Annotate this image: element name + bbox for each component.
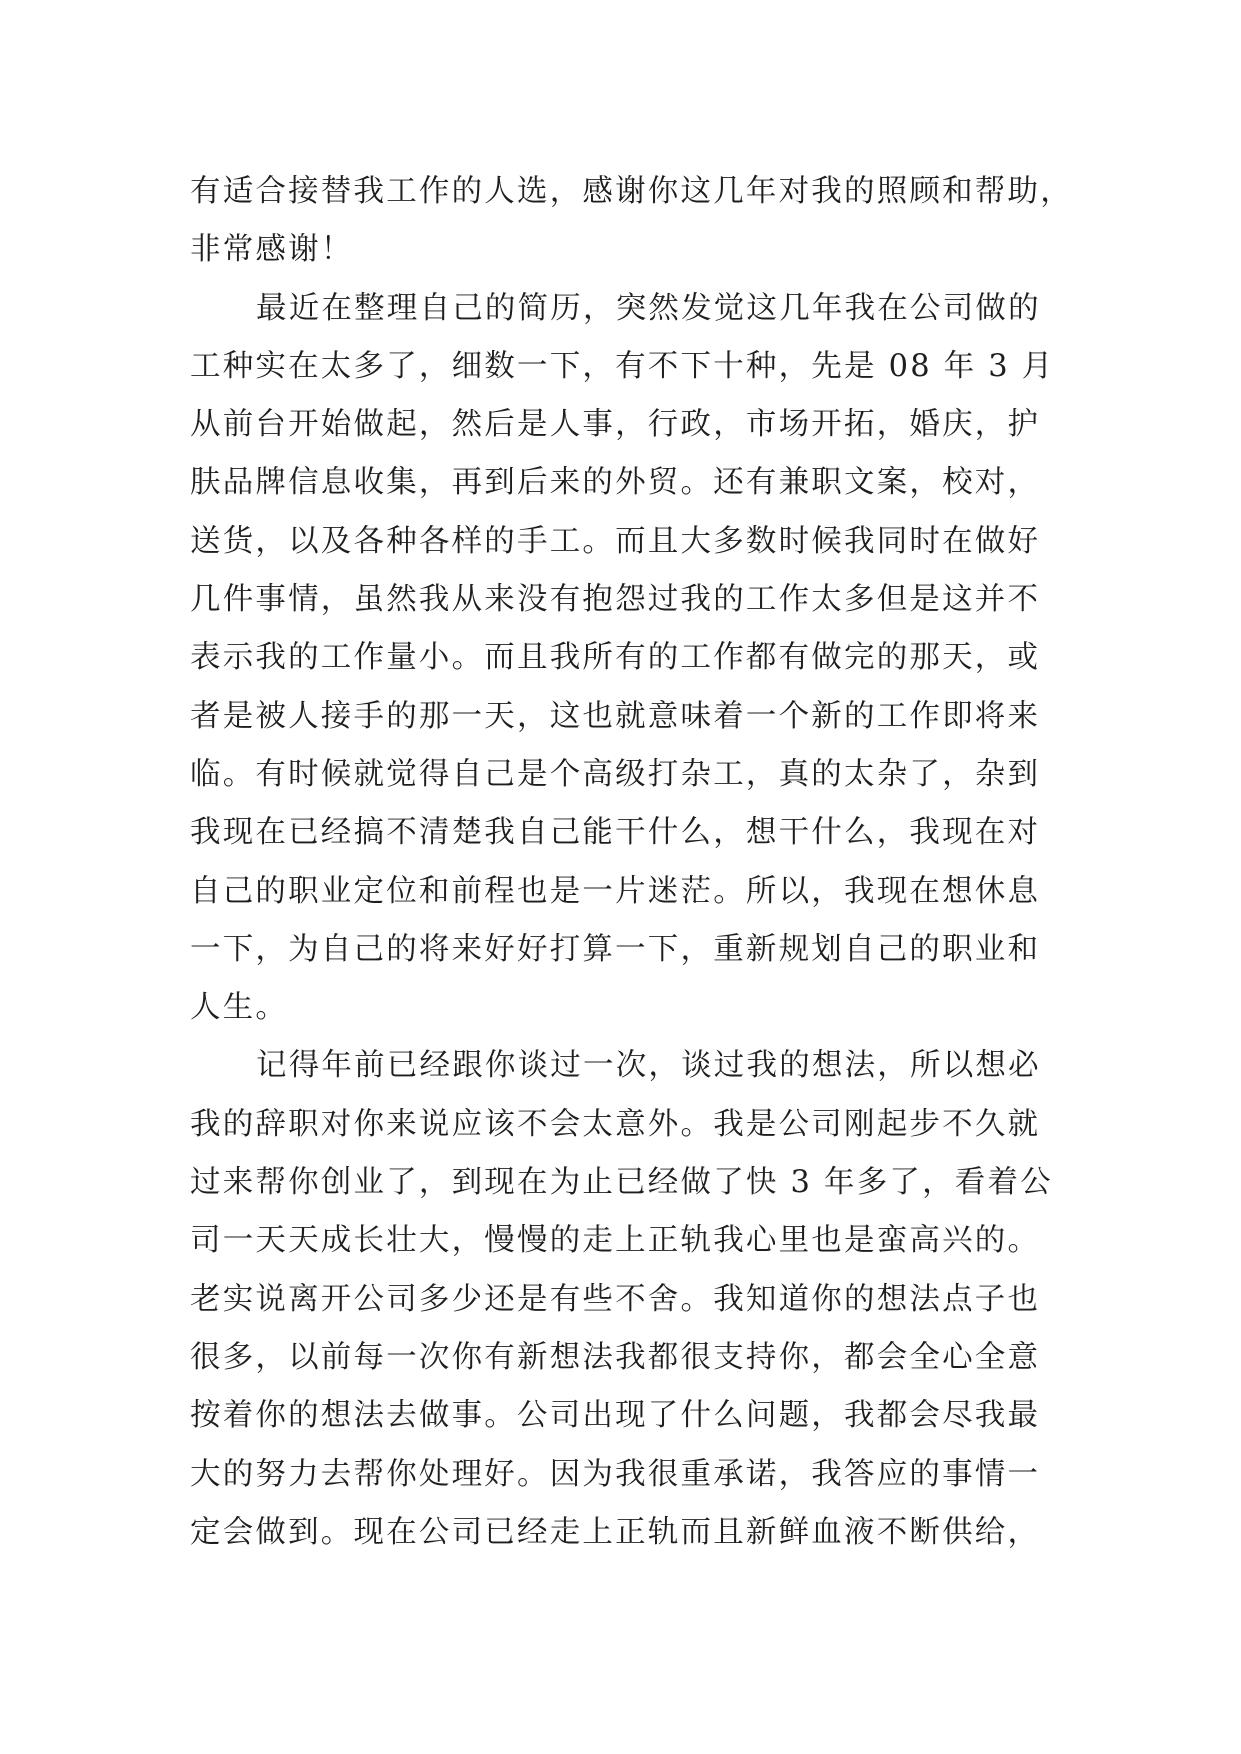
text-line: 送货，以及各种各样的手工。而且大多数时候我同时在做好: [190, 523, 1041, 559]
text-line: 很多，以前每一次你有新想法我都很支持你，都会全心全意: [190, 1339, 1041, 1375]
text-line: 自己的职业定位和前程也是一片迷茫。所以，我现在想休息: [190, 873, 1041, 909]
text-line: 司一天天成长壮大，慢慢的走上正轨我心里也是蛮高兴的。: [190, 1223, 1041, 1259]
text-line: 老实说离开公司多少还是有些不舍。我知道你的想法点子也: [190, 1281, 1041, 1317]
text-line: 我现在已经搞不清楚我自己能干什么，想干什么，我现在对: [190, 815, 1041, 851]
text-line: 过来帮你创业了，到现在为止已经做了快 3 年多了，看着公: [190, 1165, 1053, 1201]
text-line: 按着你的想法去做事。公司出现了什么问题，我都会尽我最: [190, 1398, 1041, 1434]
text-line: 定会做到。现在公司已经走上正轨而且新鲜血液不断供给，: [190, 1514, 1041, 1550]
text-line: 临。有时候就觉得自己是个高级打杂工，真的太杂了，杂到: [190, 756, 1041, 792]
text-line: 人生。: [190, 990, 289, 1026]
text-line: 有适合接替我工作的人选，感谢你这几年对我的照顾和帮助，: [190, 174, 1073, 209]
text-line: 表示我的工作量小。而且我所有的工作都有做完的那天，或: [190, 640, 1041, 676]
text-line: 工种实在太多了，细数一下，有不下十种，先是 08 年 3 月: [190, 348, 1055, 384]
text-line: 我的辞职对你来说应该不会太意外。我是公司刚起步不久就: [190, 1106, 1041, 1142]
paragraph-first-line: 记得年前已经跟你谈过一次，谈过我的想法，所以想必: [256, 1048, 1041, 1084]
letter-body: [190, 163, 1090, 1562]
text-line: 非常感谢！: [190, 232, 354, 268]
paragraph-first-line: 最近在整理自己的简历，突然发觉这几年我在公司做的: [256, 290, 1041, 326]
text-line: 一下，为自己的将来好好打算一下，重新规划自己的职业和: [190, 931, 1041, 967]
text-line: 从前台开始做起，然后是人事，行政，市场开拓，婚庆，护: [190, 407, 1041, 443]
text-line: 大的努力去帮你处理好。因为我很重承诺，我答应的事情一: [190, 1456, 1041, 1492]
text-line: 几件事情，虽然我从来没有抱怨过我的工作太多但是这并不: [190, 582, 1041, 618]
text-line: 肤品牌信息收集，再到后来的外贸。还有兼职文案，校对，: [190, 465, 1041, 501]
text-line: 者是被人接手的那一天，这也就意味着一个新的工作即将来: [190, 698, 1041, 734]
